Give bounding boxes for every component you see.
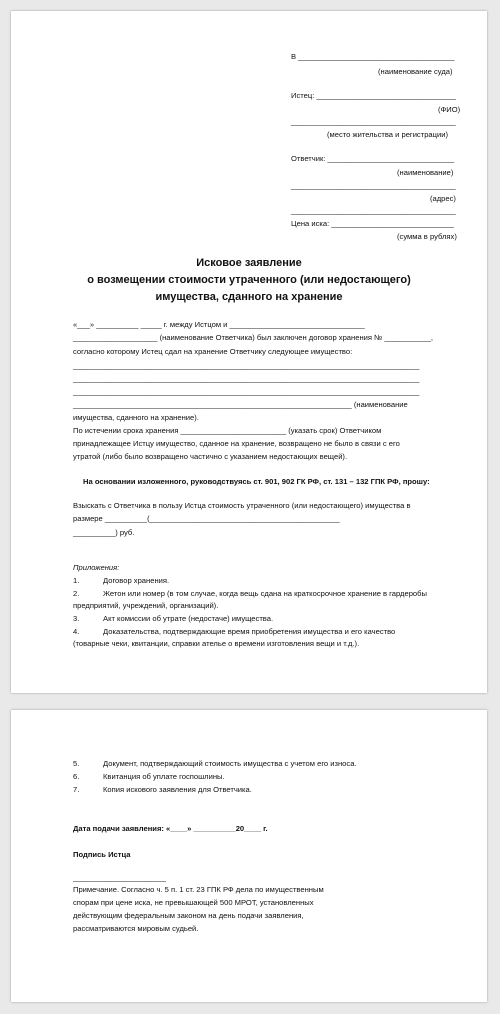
defendant-address-note: (адрес) — [430, 194, 456, 203]
body-line: По истечении срока хранения _________________________ (указать срок) Ответчиком — [73, 426, 382, 435]
plaintiff-note: (ФИО) — [438, 105, 461, 114]
body-line: «___» __________ _____ г. между Истцом и ________________________________ — [73, 320, 365, 329]
document-title-line2: о возмещении стоимости утраченного (или недостающего) — [87, 274, 411, 286]
body-line: согласно которому Истец сдал на хранение Ответчику следующее имущество: — [73, 347, 353, 356]
court-line: В _____________________________________ — [291, 52, 455, 61]
blank-fill-line: __________________________________________________________________________________ — [73, 387, 420, 396]
defendant-note: (наименование) — [397, 168, 454, 177]
price-line: Цена иска: _____________________________ — [291, 219, 454, 228]
plaintiff-address-line: _______________________________________ — [291, 117, 456, 126]
body-line: имущества, сданного на хранение). — [73, 413, 199, 422]
price-note: (сумма в рублях) — [397, 232, 457, 241]
note-line: действующим федеральным законом на день подачи заявления, — [73, 911, 304, 920]
attachment-number: 2. — [73, 589, 80, 598]
document-page-1 — [11, 11, 487, 693]
note-line: рассматриваются мировым судьей. — [73, 924, 199, 933]
note-line: спорам при цене иска, не превышающей 500 МРОТ, установленных — [73, 898, 314, 907]
court-note: (наименование суда) — [378, 67, 453, 76]
attachment-item: Квитанция об уплате госпошлины. — [103, 772, 225, 781]
request-line: размере __________(_____________________________________________ — [73, 514, 340, 523]
attachments-title: Приложения: — [73, 563, 120, 572]
blank-fill-line: __________________________________________________________________________________ — [73, 374, 420, 383]
defendant-address-line: _______________________________________ — [291, 181, 456, 190]
plaintiff-line: Истец: _________________________________ — [291, 91, 456, 100]
attachment-number: 3. — [73, 614, 80, 623]
body-line: принадлежащее Истцу имущество, сданное на хранение, возвращено не было в связи с его — [73, 439, 400, 448]
attachment-item: Копия искового заявления для Ответчика. — [103, 785, 252, 794]
plaintiff-address-note: (место жительства и регистрации) — [327, 130, 449, 139]
body-line: утратой (либо было возвращено частично с указанием недостающих вещей). — [73, 452, 348, 461]
document-title-line3: имущества, сданного на хранение — [155, 291, 343, 303]
document-title-line1: Исковое заявление — [196, 257, 302, 269]
defendant-line: Ответчик: ______________________________ — [291, 154, 455, 163]
attachment-item: Документ, подтверждающий стоимость имущества с учетом его износа. — [103, 759, 357, 768]
document-page-2 — [11, 710, 487, 1002]
blank-fill-line: __________________________________________________________________ (наименование — [73, 400, 408, 409]
attachment-item: Акт комиссии об утрате (недостаче) имущества. — [103, 614, 274, 623]
plaintiff-signature: Подпись Истца — [73, 850, 131, 859]
attachment-number: 4. — [73, 627, 80, 636]
note-separator: ______________________ — [73, 873, 166, 882]
attachment-item: Договор хранения. — [103, 576, 170, 585]
attachment-item: (товарные чеки, квитанции, справки ателье о времени изготовления вещи и т.д.). — [73, 639, 360, 648]
attachment-item: предприятий, учреждений, организаций). — [73, 601, 219, 610]
attachment-item: Доказательства, подтверждающие время приобретения имущества и его качество — [103, 627, 396, 636]
body-line: ____________________ (наименование Ответчика) был заключен договор хранения № ___________, — [73, 333, 433, 342]
filing-date: Дата подачи заявления: «____» __________20____ г. — [73, 824, 268, 833]
attachment-number: 7. — [73, 785, 80, 794]
request-line: Взыскать с Ответчика в пользу Истца стоимость утраченного (или недостающего) имущества в — [73, 501, 411, 510]
attachment-number: 1. — [73, 576, 80, 585]
note-line: Примечание. Согласно ч. 5 п. 1 ст. 23 ГПК РФ дела по имущественным — [73, 885, 324, 894]
request-line: __________) руб. — [73, 528, 135, 537]
attachment-item: Жетон или номер (в том случае, когда вещь сдана на краткосрочное хранение в гардеробы — [103, 589, 427, 598]
attachment-number: 6. — [73, 772, 80, 781]
legal-basis: На основании изложенного, руководствуясь ст. 901, 902 ГК РФ, ст. 131 – 132 ГПК РФ, прошу: — [83, 477, 430, 486]
blank-line: _______________________________________ — [291, 206, 456, 215]
blank-fill-line: __________________________________________________________________________________ — [73, 361, 420, 370]
attachment-number: 5. — [73, 759, 80, 768]
